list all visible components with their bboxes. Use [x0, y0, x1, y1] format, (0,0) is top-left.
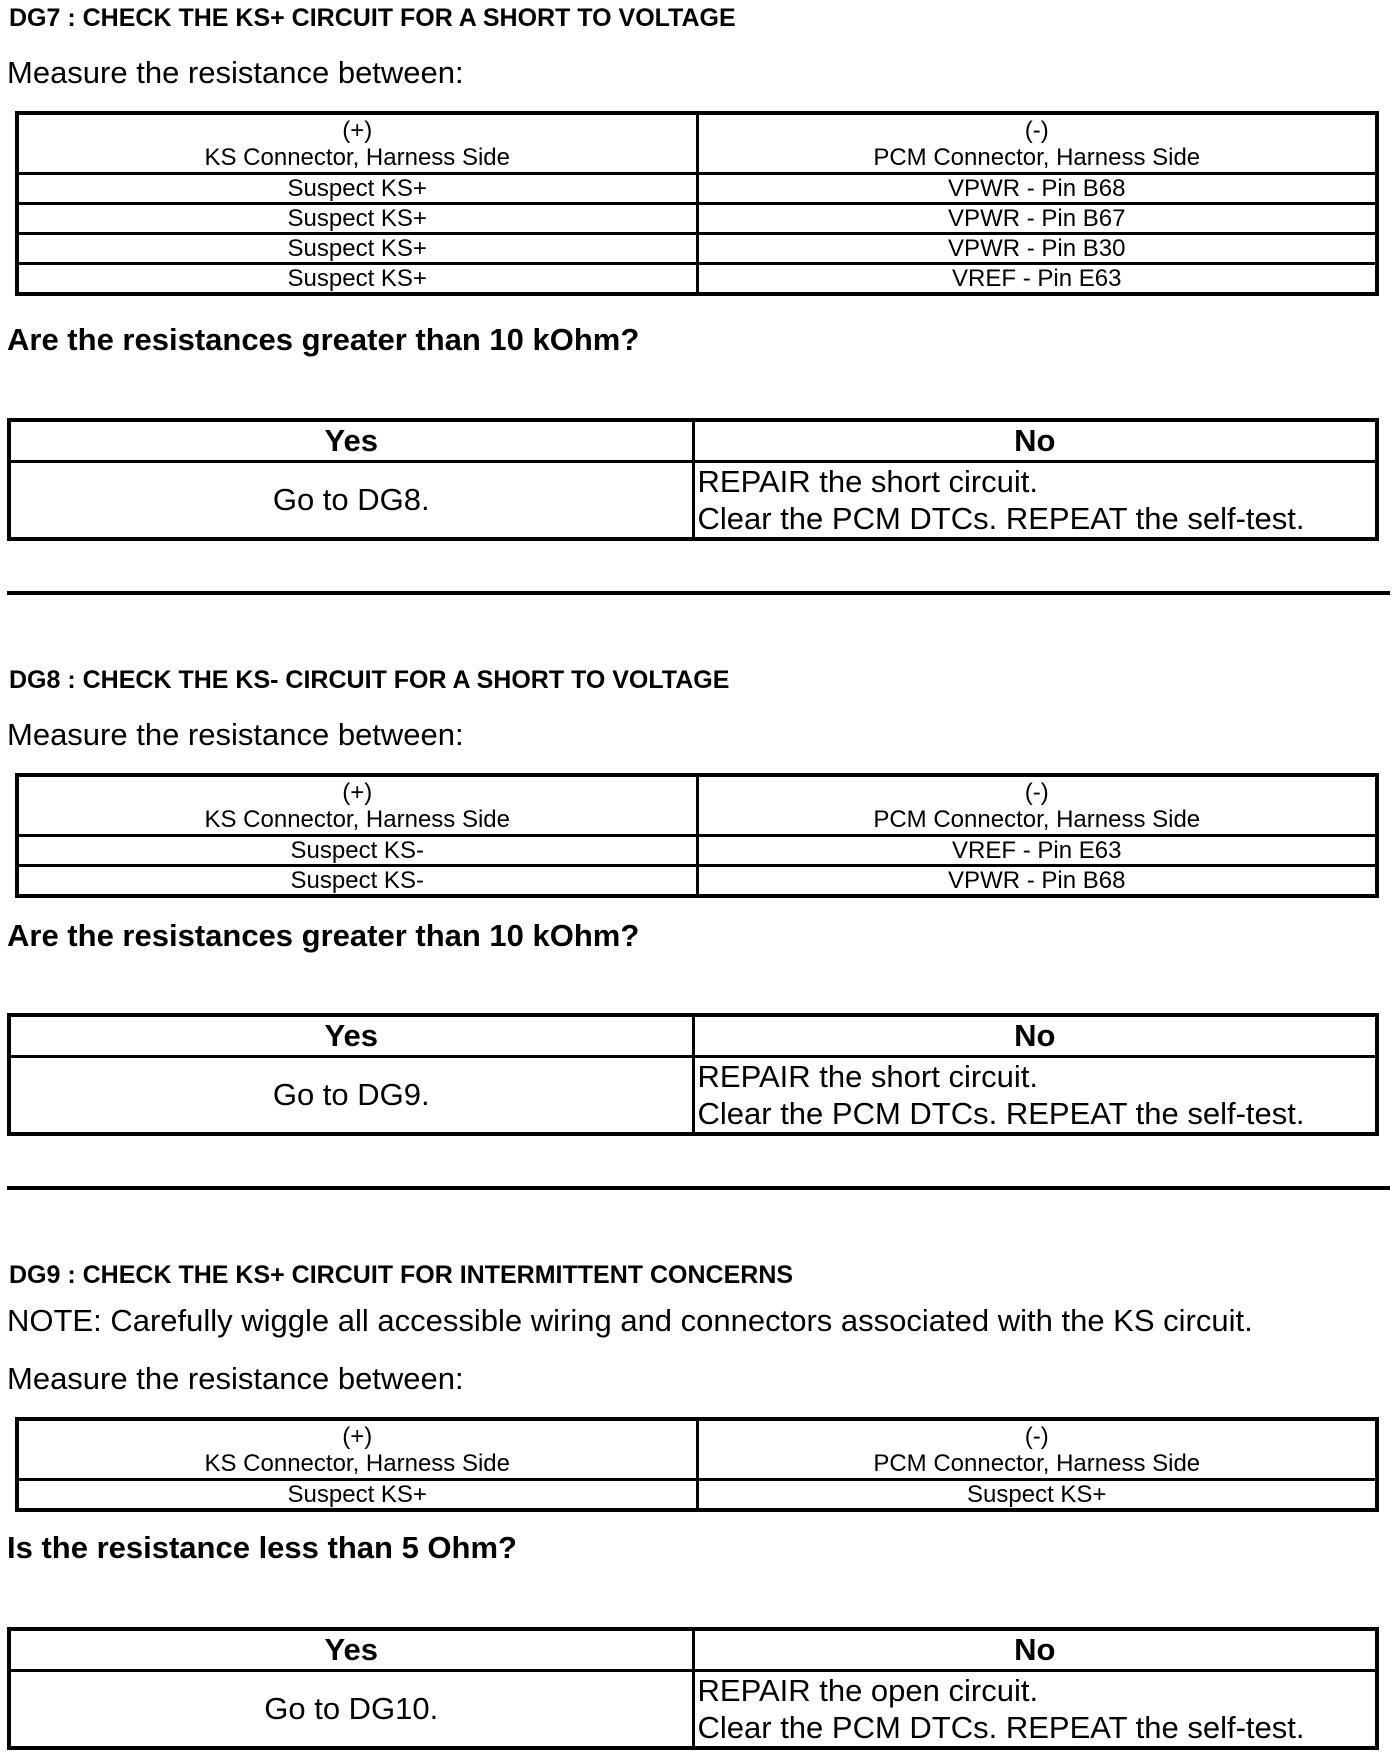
minus-header — [697, 775, 1377, 836]
minus-header — [697, 113, 1377, 174]
no-header: No — [693, 420, 1377, 462]
minus-cell: VREF - Pin E63 — [697, 836, 1377, 866]
yes-no-table-dg8 — [7, 1013, 1379, 1136]
instruction-dg8: Measure the resistance between: — [7, 717, 464, 752]
no-action — [693, 462, 1377, 540]
plus-cell: Suspect KS+ — [17, 204, 697, 234]
minus-cell: Suspect KS+ — [697, 1480, 1377, 1511]
measurement-table-dg9 — [15, 1417, 1379, 1512]
no-header: No — [693, 1015, 1377, 1057]
plus-symbol: (+) — [342, 1422, 373, 1450]
minus-cell: VPWR - Pin B68 — [697, 866, 1377, 897]
plus-label: KS Connector, Harness Side — [204, 143, 510, 171]
no-action-line: REPAIR the short circuit. — [697, 464, 1039, 499]
yes-action: Go to DG8. — [9, 462, 693, 540]
table-row — [17, 204, 1377, 234]
yes-header: Yes — [9, 420, 693, 462]
no-action-line: Clear the PCM DTCs. REPEAT the self-test. — [697, 1710, 1305, 1745]
no-action-line: Clear the PCM DTCs. REPEAT the self-test. — [697, 1096, 1305, 1131]
plus-cell: Suspect KS- — [17, 836, 697, 866]
table-row — [17, 1480, 1377, 1511]
section-divider — [7, 1186, 1390, 1190]
section-title-dg7: DG7 : CHECK THE KS+ CIRCUIT FOR A SHORT TO VOLTAGE — [9, 4, 736, 32]
minus-cell: VREF - Pin E63 — [697, 264, 1377, 295]
minus-symbol: (-) — [1024, 116, 1049, 144]
yes-header: Yes — [9, 1015, 693, 1057]
plus-cell: Suspect KS+ — [17, 264, 697, 295]
plus-cell: Suspect KS+ — [17, 174, 697, 204]
plus-symbol: (+) — [342, 778, 373, 806]
plus-header — [17, 113, 697, 174]
measurement-table-dg8 — [15, 773, 1379, 898]
question-dg8: Are the resistances greater than 10 kOhm? — [7, 918, 640, 953]
minus-cell: VPWR - Pin B68 — [697, 174, 1377, 204]
minus-symbol: (-) — [1024, 778, 1049, 806]
plus-cell: Suspect KS- — [17, 866, 697, 897]
plus-header — [17, 775, 697, 836]
yes-no-table-dg9 — [7, 1627, 1379, 1750]
table-row — [17, 866, 1377, 897]
minus-label: PCM Connector, Harness Side — [873, 1449, 1201, 1477]
table-row — [17, 836, 1377, 866]
yes-header: Yes — [9, 1629, 693, 1671]
plus-header — [17, 1419, 697, 1480]
section-title-dg9: DG9 : CHECK THE KS+ CIRCUIT FOR INTERMITTENT CONCERNS — [9, 1261, 794, 1289]
plus-cell: Suspect KS+ — [17, 1480, 697, 1511]
section-divider — [7, 591, 1390, 595]
minus-label: PCM Connector, Harness Side — [873, 805, 1201, 833]
yes-action: Go to DG10. — [9, 1671, 693, 1749]
instruction-dg7: Measure the resistance between: — [7, 55, 464, 90]
note-dg9: NOTE: Carefully wiggle all accessible wiring and connectors associated with the KS circuit. — [7, 1303, 1253, 1338]
plus-label: KS Connector, Harness Side — [204, 1449, 510, 1477]
no-action — [693, 1057, 1377, 1135]
yes-no-table-dg7 — [7, 418, 1379, 541]
section-title-dg8: DG8 : CHECK THE KS- CIRCUIT FOR A SHORT TO VOLTAGE — [9, 666, 730, 694]
plus-symbol: (+) — [342, 116, 373, 144]
table-row — [17, 234, 1377, 264]
minus-symbol: (-) — [1024, 1422, 1049, 1450]
no-action-line: REPAIR the short circuit. — [697, 1059, 1039, 1094]
minus-cell: VPWR - Pin B67 — [697, 204, 1377, 234]
no-action — [693, 1671, 1377, 1749]
question-dg7: Are the resistances greater than 10 kOhm? — [7, 322, 640, 357]
table-row — [17, 264, 1377, 295]
instruction-dg9: Measure the resistance between: — [7, 1361, 464, 1396]
table-row — [17, 174, 1377, 204]
plus-label: KS Connector, Harness Side — [204, 805, 510, 833]
minus-header — [697, 1419, 1377, 1480]
minus-label: PCM Connector, Harness Side — [873, 143, 1201, 171]
no-action-line: REPAIR the open circuit. — [697, 1673, 1039, 1708]
question-dg9: Is the resistance less than 5 Ohm? — [7, 1530, 517, 1565]
plus-cell: Suspect KS+ — [17, 234, 697, 264]
yes-action: Go to DG9. — [9, 1057, 693, 1135]
no-action-line: Clear the PCM DTCs. REPEAT the self-test. — [697, 501, 1305, 536]
no-header: No — [693, 1629, 1377, 1671]
measurement-table-dg7 — [15, 111, 1379, 296]
minus-cell: VPWR - Pin B30 — [697, 234, 1377, 264]
